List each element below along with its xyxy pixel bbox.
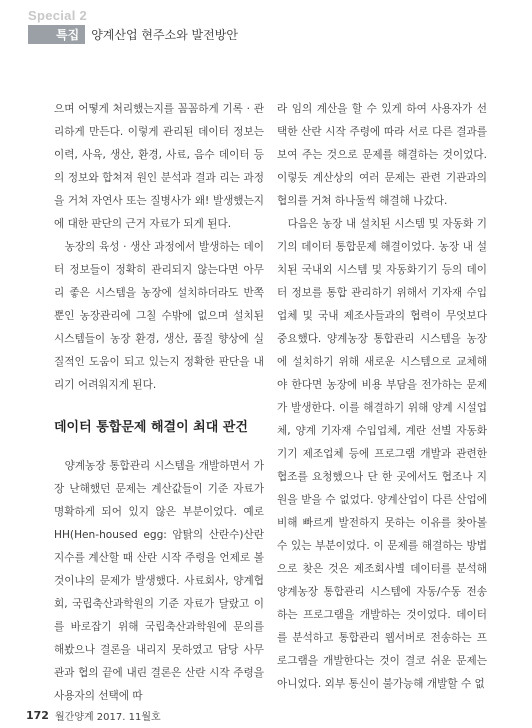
paragraph: 라 임의 계산을 할 수 있게 하여 사용자가 선택한 산란 시작 주령에 따라 서로 다른 결과를 보여 주는 것으로 문제를 해결하는 것이었다. 이렇듯 계산상의 여러 문제는 관련 기관과의 협의를 거쳐 하나둘씩 해결해 나갔다.: [277, 103, 487, 207]
paragraph: 다음은 농장 내 설치된 시스템 및 자동화 기기의 데이터 통합문제 해결이었다. 농장 내 설치된 국내외 시스템 및 자동화기기 등의 데이터 정보를 통합 관리하기 위해서 기자재 수입업체 및 국내 제조사들과의 협력이 무엇보다 중요했다. 양계농장 통합관리 시스템을 농장에 설치하기 위해 새로운 시스템으로 교체해야 한다면 농장에 비용 부담을 전가하는 문제가 발생한다. 이를 해결하기 위해 양계 시설업체, 양계 기자재 수입업체, 계란 선별 자동화기기 제조업체 등에 프로그램 개발과 관련한 협조를 요청했으나 단 한 곳에서도 협조나 지원을 받을 수 없었다. 양계산업이 다른 산업에 비해 빠르게 발전하지 못하는 이유를 찾아볼 수 있는 부분이었다. 이 문제를 해결하는 방법으로 찾은 것은 제조회사별 데이터를 분석해 양계농장 통합관리 시스템에 자동/수동 전송하는 프로그램을 개발하는 것이었다. 데이터를 분석하고 통합관리 웹서버로 전송하는 프로그램을 개발한다는 것이 결코 쉬운 문제는 아니었다. 외부 통신이 불가능해 개발할 수 없: [277, 218, 487, 690]
section-subtitle: 양계산업 현주소와 발전방안: [91, 28, 238, 42]
paragraph: 농장의 육성 · 생산 과정에서 발생하는 데이터 정보들이 정확히 관리되지 않는다면 아무리 좋은 시스템을 농장에 설치하더라도 반쪽뿐인 농장관리에 그칠 수밖에 없으며 설치된 시스템들이 농장 환경, 생산, 품질 향상에 실질적인 도움이 되고 있는지 정확한 판단을 내리기 어려워지게 된다.: [54, 241, 264, 391]
header-tag-row: [28, 25, 238, 44]
section-header: [28, 8, 238, 44]
page-footer: [26, 708, 161, 723]
paragraph: 양계농장 통합관리 시스템을 개발하면서 가장 난해했던 문제는 계산값들이 기준 자료가 명확하게 되어 있지 않은 부분이었다. 예로 HH(Hen-housed egg: 암탉의 산란수)산란지수를 계산할 때 산란 시작 주령을 언제로 볼 것이냐의 문제가 발생했다. 사료회사, 양계협회, 국립축산과학원의 기준 자료가 달랐고 이를 바로잡기 위해 국립축산과학원에 문의를 해봤으나 결론을 내리지 못하였고 담당 사무관과 협의 끝에 내린 결론은 산란 시작 주령을 사용자의 선택에 따: [54, 460, 264, 702]
special-label: Special 2: [28, 8, 88, 23]
left-column: [54, 98, 264, 708]
paragraph: 으며 어떻게 처리했는지를 꼼꼼하게 기록 · 관리하게 만든다. 이렇게 관리된 데이터 정보는 이력, 사육, 생산, 환경, 사료, 음수 데이터 등의 정보와 합쳐져 원인 분석과 결과 리는 과정을 거쳐 자연사 또는 질병사가 왜! 발생했는지에 대한 판단의 근거 자료가 되게 된다.: [54, 103, 264, 230]
right-column: [277, 98, 487, 696]
section-tag: 특집: [28, 25, 85, 44]
page-number: 172: [26, 709, 49, 722]
section-heading: 데이터 통합문제 해결이 최대 관건: [54, 420, 248, 435]
publication-info: 월간양계 2017. 11월호: [54, 712, 161, 723]
